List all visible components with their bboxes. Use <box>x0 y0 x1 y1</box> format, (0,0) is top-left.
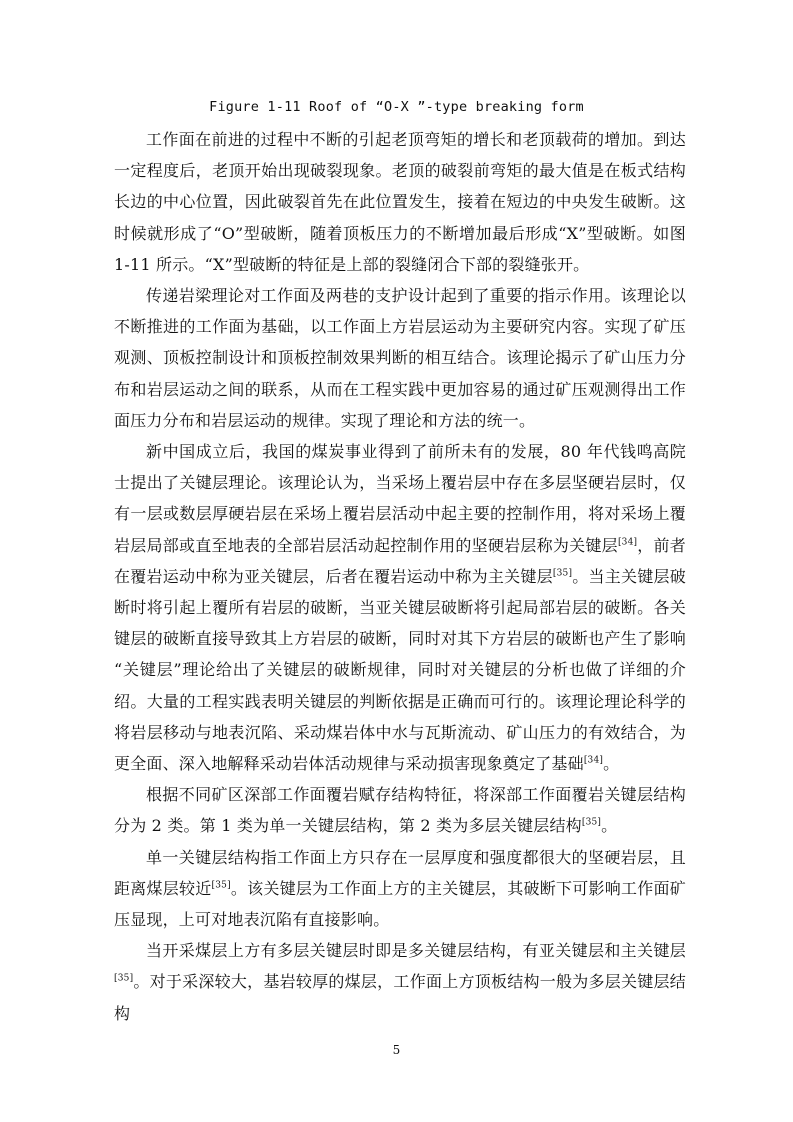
paragraph-text: 。当主关键层破断时将引起上覆所有岩层的破断，当亚关键层破断将引起局部岩层的破断。各关键层的破断直接导致其上方岩层的破断，同时对其下方岩层的破断也产生了影响 “关键层”理论给出了关键层的破断规律，同时对关键层的分析也做了详细的介绍。大量的工程实践表明关键层的判断依据是正确而可行的。该理论理论科学的将岩层移动与地表沉陷、采动煤岩体中水与瓦斯流动、矿山压力的有效结合，为更全面、深入地解释采动岩体活动规律与采动损害现象奠定了基础 <box>114 566 686 774</box>
paragraph <box>114 436 686 779</box>
paragraph-text: 工作面在前进的过程中不断的引起老顶弯矩的增长和老顶载荷的增加。到达一定程度后，老顶开始出现破裂现象。老顶的破裂前弯矩的最大值是在板式结构长边的中心位置，因此破裂首先在此位置发生，接着在短边的中央发生破断。这时候就形成了“O”型破断，随着顶板压力的不断增加最后形成“X”型破断。如图 1-11 所示。“X”型破断的特征是上部的裂缝闭合下部的裂缝张开。 <box>114 130 686 274</box>
paragraph-text: 根据不同矿区深部工作面覆岩赋存结构特征，将深部工作面覆岩关键层结构分为 2 类。第 1 类为单一关键层结构，第 2 类为多层关键层结构 <box>114 785 686 836</box>
page-number: 5 <box>392 1043 401 1057</box>
paragraph-text: 新中国成立后，我国的煤炭事业得到了前所未有的发展，80 年代钱鸣高院士提出了关键层理论。该理论认为，当采场上覆岩层中存在多层坚硬岩层时，仅有一层或数层厚硬岩层在采场上覆岩层活动中起主要的控制作用，将对采场上覆岩层局部或直至地表的全部岩层活动起控制作用的坚硬岩层称为关键层 <box>114 442 686 555</box>
paragraph-text: 。 <box>601 816 618 836</box>
paragraph-text: 传递岩梁理论对工作面及两巷的支护设计起到了重要的指示作用。该理论以不断推进的工作面为基础，以工作面上方岩层运动为主要研究内容。实现了矿压观测、顶板控制设计和顶板控制效果判断的相互结合。该理论揭示了矿山压力分布和岩层运动之间的联系，从而在工程实践中更加容易的通过矿压观测得出工作面压力分布和岩层运动的规律。实现了理论和方法的统一。 <box>114 286 686 430</box>
citation-reference: [35] <box>114 974 134 985</box>
paragraph-text: 。该关键层为工作面上方的主关键层，其破断下可影响工作面矿压显现，上可对地表沉陷有直接影响。 <box>114 878 686 930</box>
citation-reference: [34] <box>583 755 604 766</box>
citation-reference: [35] <box>211 880 231 891</box>
paragraph-text: 当开采煤层上方有多层关键层时即是多关键层结构，有亚关键层和主关键层 <box>146 941 686 961</box>
paragraph <box>114 779 686 841</box>
paragraph <box>114 280 686 436</box>
paragraph-text: 。对于采深较大，基岩较厚的煤层，工作面上方顶板结构一般为多层关键层结构 <box>114 972 686 1023</box>
figure-caption: Figure 1-11 Roof of “O-X ”-type breaking form <box>209 99 584 115</box>
paragraph-text: ，前者在覆岩运动中称为亚关键层，后者在覆岩运动中称为主关键层 <box>114 535 687 586</box>
citation-reference: [34] <box>617 537 638 548</box>
body-text <box>114 124 686 1029</box>
paragraph <box>114 124 686 280</box>
citation-reference: [35] <box>581 818 602 829</box>
citation-reference: [35] <box>552 568 573 579</box>
paragraph <box>114 842 686 936</box>
paragraph-text: 单一关键层结构指工作面上方只存在一层厚度和强度都很大的坚硬岩层，且距离煤层较近 <box>114 847 686 898</box>
paragraph-text: 。 <box>603 754 620 774</box>
paragraph <box>114 935 686 1029</box>
